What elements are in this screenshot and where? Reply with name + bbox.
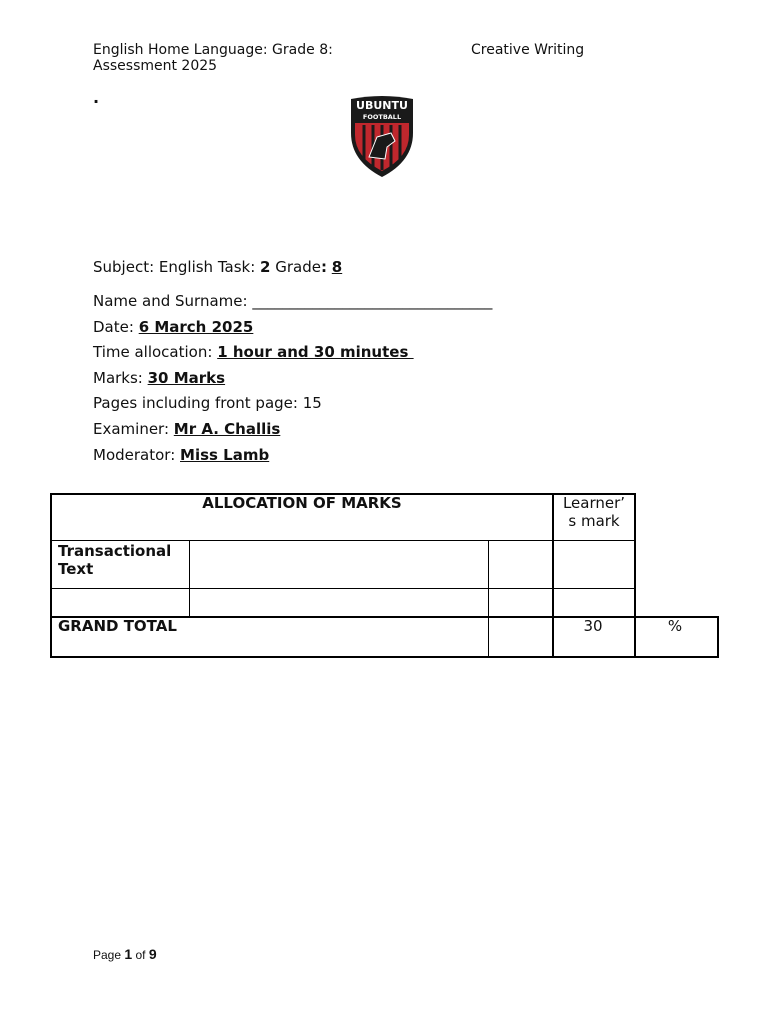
page-footer <box>93 946 157 962</box>
table-border <box>717 616 719 658</box>
grade-value: 8 <box>331 258 343 276</box>
table-border <box>50 540 636 541</box>
crest-bottom-text: FOOTBALL <box>362 113 402 121</box>
date-value: 6 March 2025 <box>138 318 254 336</box>
footer-page-word: Page <box>93 948 125 962</box>
grand-total-label: GRAND TOTAL <box>58 617 177 635</box>
table-border <box>189 540 190 617</box>
header-left-line2: Assessment 2025 <box>93 58 218 74</box>
header-right: Creative Writing <box>471 42 585 58</box>
crest-top-text: UBUNTU <box>356 99 408 112</box>
table-border <box>488 540 489 658</box>
table-border <box>50 656 719 658</box>
grand-total-value: 30 <box>583 617 603 635</box>
table-heading: ALLOCATION OF MARKS <box>202 494 402 512</box>
grade-colon: : <box>320 258 327 276</box>
learner-mark-line2: s mark <box>568 512 620 530</box>
footer-page-number: 1 <box>124 946 133 962</box>
moderator-label: Moderator: <box>93 446 181 464</box>
footer-page-total: 9 <box>148 946 157 962</box>
moderator-value: Miss Lamb <box>180 446 270 464</box>
row1-label-line1: Transactional <box>58 542 172 560</box>
name-label: Name and Surname: <box>93 292 253 310</box>
row1-label-line2: Text <box>58 560 94 578</box>
date-label: Date: <box>93 318 139 336</box>
examiner-value: Mr A. Challis <box>173 420 281 438</box>
footer-of-word: of <box>132 948 149 962</box>
percent-cell: % <box>667 617 683 635</box>
examiner-label: Examiner: <box>93 420 174 438</box>
table-border <box>50 493 52 658</box>
subject-label: Subject: English Task: <box>93 258 261 276</box>
time-label: Time allocation: <box>93 343 218 361</box>
learner-mark-header <box>554 494 634 530</box>
table-border <box>50 588 636 589</box>
stray-dot: . <box>93 88 100 107</box>
grade-label: Grade <box>270 258 321 276</box>
task-number: 2 <box>260 258 271 276</box>
time-value: 1 hour and 30 minutes <box>217 343 414 361</box>
header-left-line1: English Home Language: Grade 8: <box>93 42 333 58</box>
transactional-text-label <box>58 542 171 578</box>
pages-line: Pages including front page: 15 <box>93 394 322 412</box>
name-blank-field[interactable]: ________________________________ <box>252 292 493 310</box>
marks-value: 30 Marks <box>147 369 226 387</box>
learner-mark-line1: Learner’ <box>562 494 626 512</box>
marks-label: Marks: <box>93 369 148 387</box>
